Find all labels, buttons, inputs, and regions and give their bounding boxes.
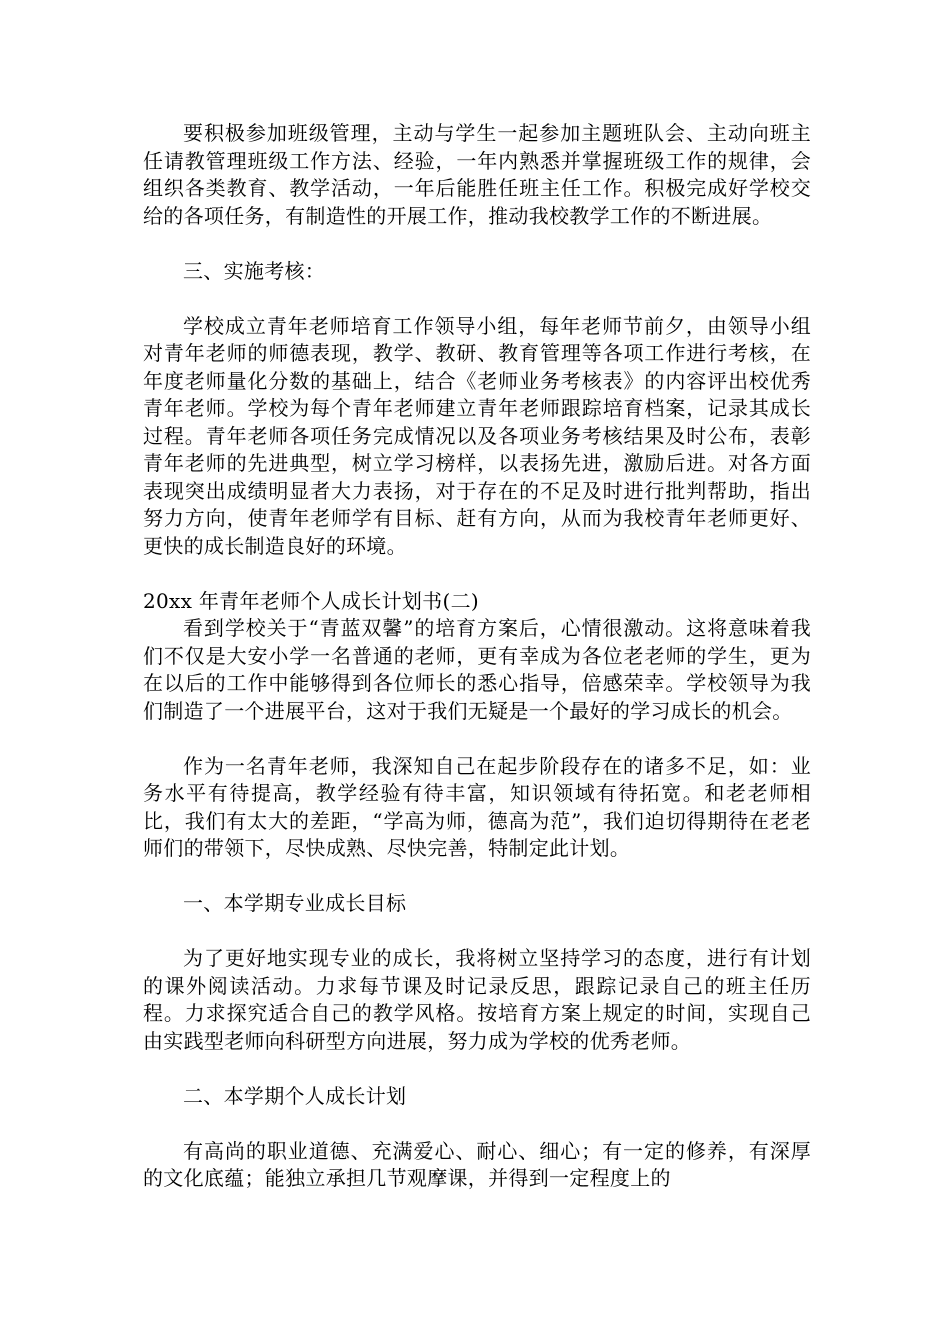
paragraph-gap <box>143 285 811 313</box>
document-body <box>143 120 811 1193</box>
paragraph-gap <box>143 863 811 891</box>
paragraph-gap <box>143 725 811 753</box>
paragraph-gap <box>143 918 811 946</box>
heading-implement-assessment: 三、实施考核： <box>183 258 326 283</box>
paragraph-assessment: 学校成立青年老师培育工作领导小组，每年老师节前夕，由领导小组对青年老师的师德表现，教学、教研、教育管理等各项工作进行考核，在年度老师量化分数的基础上，结合《老师业务考核表》的内容评出校优秀青年老师。学校为每个青年老师建立青年老师跟踪培育档案，记录其成长过程。青年老师各项任务完成情况以及各项业务考核结果及时公布，表彰青年老师的先进典型，树立学习榜样，以表扬先进，激励后进。对各方面表现突出成绩明显者大力表扬，对于存在的不足及时进行批判帮助，指出努力方向，使青年老师学有目标、赶有方向，从而为我校青年老师更好、更快的成长制造良好的环境。 <box>143 313 811 558</box>
paragraph-young-teacher: 作为一名青年老师，我深知自己在起步阶段存在的诸多不足，如：业务水平有待提高，教学经验有待丰富，知识领域有待拓宽。和老老师相比，我们有太大的差距，“学高为师，德高为范”，我们迫切得期待在老老师们的带领下，尽快成熟、尽快完善，特制定此计划。 <box>143 753 811 860</box>
paragraph-class-management: 要积极参加班级管理，主动与学生一起参加主题班队会、主动向班主任请教管理班级工作方法、经验，一年内熟悉并掌握班级工作的规律，会组织各类教育、教学活动，一年后能胜任班主任工作。积极完成好学校交给的各项任务，有制造性的开展工作，推动我校教学工作的不断进展。 <box>143 121 811 228</box>
paragraph-gap <box>143 560 811 588</box>
paragraph-personal-plan: 有高尚的职业道德、充满爱心、耐心、细心；有一定的修养，有深厚的文化底蕴；能独立承担几节观摩课，并得到一定程度上的 <box>143 1138 811 1190</box>
heading-personal-plan: 二、本学期个人成长计划 <box>183 1083 407 1108</box>
paragraph-training-plan: 看到学校关于“青蓝双馨”的培育方案后，心情很激动。这将意味着我们不仅是大安小学一名普通的老师，更有幸成为各位老老师的学生，更为在以后的工作中能够得到各位师长的悉心指导，倍感荣幸。学校领导为我们制造了一个进展平台，这对于我们无疑是一个最好的学习成长的机会。 <box>143 616 811 723</box>
heading-professional-goal: 一、本学期专业成长目标 <box>183 891 407 915</box>
paragraph-gap <box>143 1055 811 1083</box>
paragraph-gap <box>143 230 811 258</box>
paragraph-gap <box>143 1110 811 1138</box>
paragraph-professional-goal: 为了更好地实现专业的成长，我将树立坚持学习的态度，进行有计划的课外阅读活动。力求每节课及时记录反思，跟踪记录自己的班主任历程。力求探究适合自己的教学风格。按培育方案上规定的时间，实现自己由实践型老师向科研型方向进展，努力成为学校的优秀老师。 <box>143 946 811 1053</box>
section-title: 20xx 年青年老师个人成长计划书(二) <box>143 588 479 613</box>
